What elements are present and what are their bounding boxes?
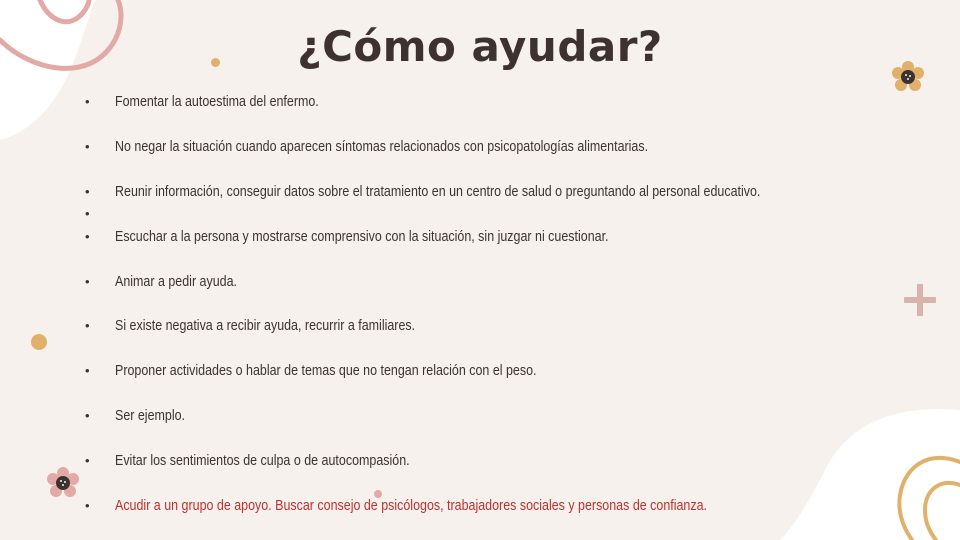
- bullet-text: Animar a pedir ayuda.: [115, 274, 237, 290]
- bullet-marker: •: [85, 184, 90, 199]
- bullet-marker: •: [85, 139, 90, 154]
- bullet-marker: •: [85, 206, 90, 221]
- plus-icon: [902, 282, 938, 318]
- bullet-marker: •: [85, 94, 90, 109]
- bullet-marker: •: [85, 498, 90, 513]
- bullet-text: Si existe negativa a recibir ayuda, recurrir a familiares.: [115, 318, 416, 334]
- bullet-marker: •: [85, 408, 90, 423]
- bullet-text: Reunir información, conseguir datos sobre el tratamiento en un centro de salud o preguntando al personal educativo.: [115, 184, 761, 200]
- flower-icon: [46, 466, 80, 500]
- bullet-marker: •: [85, 229, 90, 244]
- bullet-text: Ser ejemplo.: [115, 408, 186, 424]
- bullet-text: Escuchar a la persona y mostrarse comprensivo con la situación, sin juzgar ni cuestionar.: [115, 229, 609, 245]
- bottom-right-decoration: [740, 390, 960, 540]
- bullet-text: Evitar los sentimientos de culpa o de autocompasión.: [115, 453, 410, 469]
- bullet-marker: •: [85, 318, 90, 333]
- dot: [31, 334, 47, 350]
- bullet-text: Proponer actividades o hablar de temas que no tengan relación con el peso.: [115, 363, 537, 379]
- bullet-marker: •: [85, 453, 90, 468]
- bullet-text: Acudir a un grupo de apoyo. Buscar consejo de psicólogos, trabajadores sociales y personas de confianza.: [115, 498, 708, 514]
- bullet-text: No negar la situación cuando aparecen síntomas relacionados con psicopatologías alimentarias.: [115, 139, 649, 155]
- bullet-marker: •: [85, 274, 90, 289]
- bullet-marker: •: [85, 363, 90, 378]
- white-blob: [780, 409, 960, 540]
- slide-title: ¿Cómo ayudar?: [297, 22, 663, 71]
- bullet-text: Fomentar la autoestima del enfermo.: [115, 94, 319, 110]
